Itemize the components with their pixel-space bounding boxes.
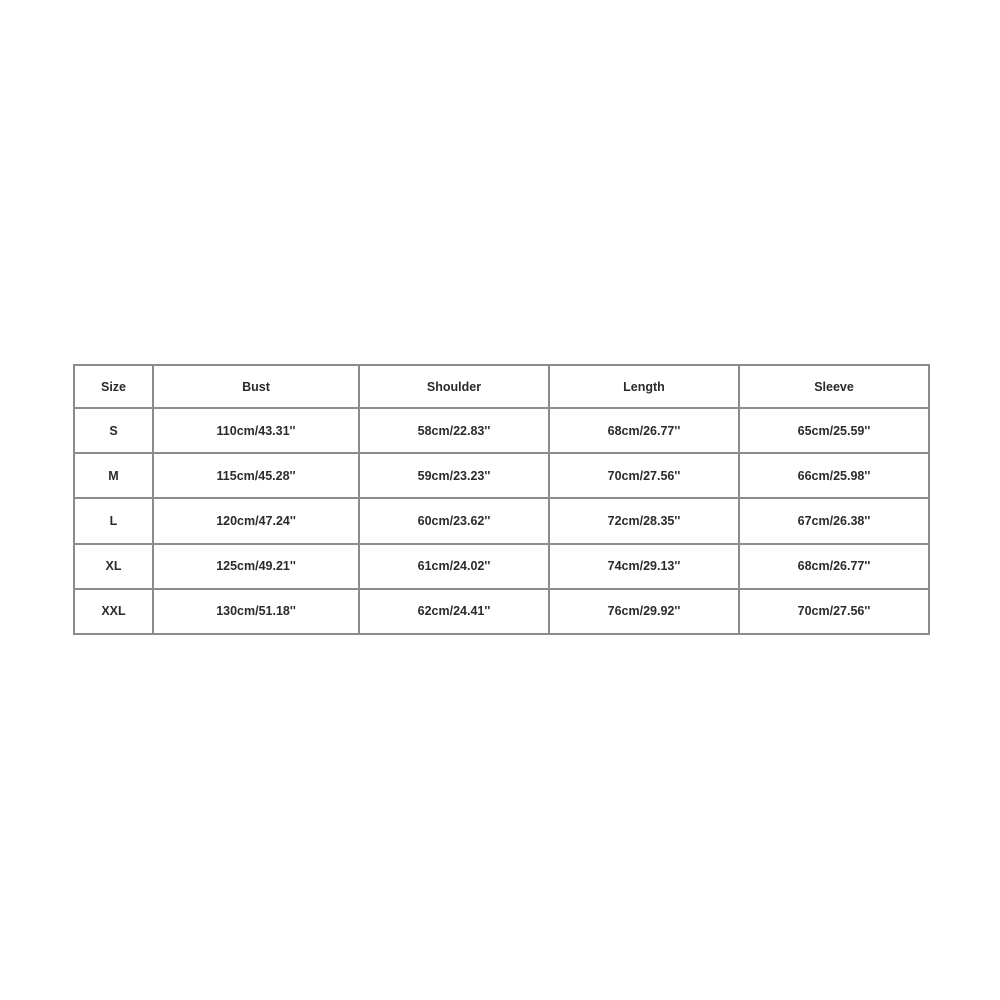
bust-cell: 130cm/51.18'' (153, 589, 359, 634)
table-row (74, 589, 929, 634)
header-sleeve: Sleeve (739, 365, 929, 408)
table-row (74, 453, 929, 498)
size-cell: XXL (74, 589, 153, 634)
size-chart-table (73, 364, 930, 635)
bust-cell: 125cm/49.21'' (153, 544, 359, 589)
bust-cell: 115cm/45.28'' (153, 453, 359, 498)
shoulder-cell: 59cm/23.23'' (359, 453, 549, 498)
header-length: Length (549, 365, 739, 408)
sleeve-cell: 68cm/26.77'' (739, 544, 929, 589)
header-size: Size (74, 365, 153, 408)
length-cell: 72cm/28.35'' (549, 498, 739, 543)
table-row (74, 408, 929, 453)
length-cell: 76cm/29.92'' (549, 589, 739, 634)
header-shoulder: Shoulder (359, 365, 549, 408)
bust-cell: 120cm/47.24'' (153, 498, 359, 543)
sleeve-cell: 67cm/26.38'' (739, 498, 929, 543)
size-cell: M (74, 453, 153, 498)
bust-cell: 110cm/43.31'' (153, 408, 359, 453)
size-cell: S (74, 408, 153, 453)
sleeve-cell: 66cm/25.98'' (739, 453, 929, 498)
table-header-row (74, 365, 929, 408)
shoulder-cell: 62cm/24.41'' (359, 589, 549, 634)
shoulder-cell: 58cm/22.83'' (359, 408, 549, 453)
shoulder-cell: 61cm/24.02'' (359, 544, 549, 589)
length-cell: 74cm/29.13'' (549, 544, 739, 589)
header-bust: Bust (153, 365, 359, 408)
sleeve-cell: 65cm/25.59'' (739, 408, 929, 453)
size-cell: XL (74, 544, 153, 589)
table-row (74, 498, 929, 543)
length-cell: 70cm/27.56'' (549, 453, 739, 498)
table-row (74, 544, 929, 589)
sleeve-cell: 70cm/27.56'' (739, 589, 929, 634)
length-cell: 68cm/26.77'' (549, 408, 739, 453)
shoulder-cell: 60cm/23.62'' (359, 498, 549, 543)
size-cell: L (74, 498, 153, 543)
